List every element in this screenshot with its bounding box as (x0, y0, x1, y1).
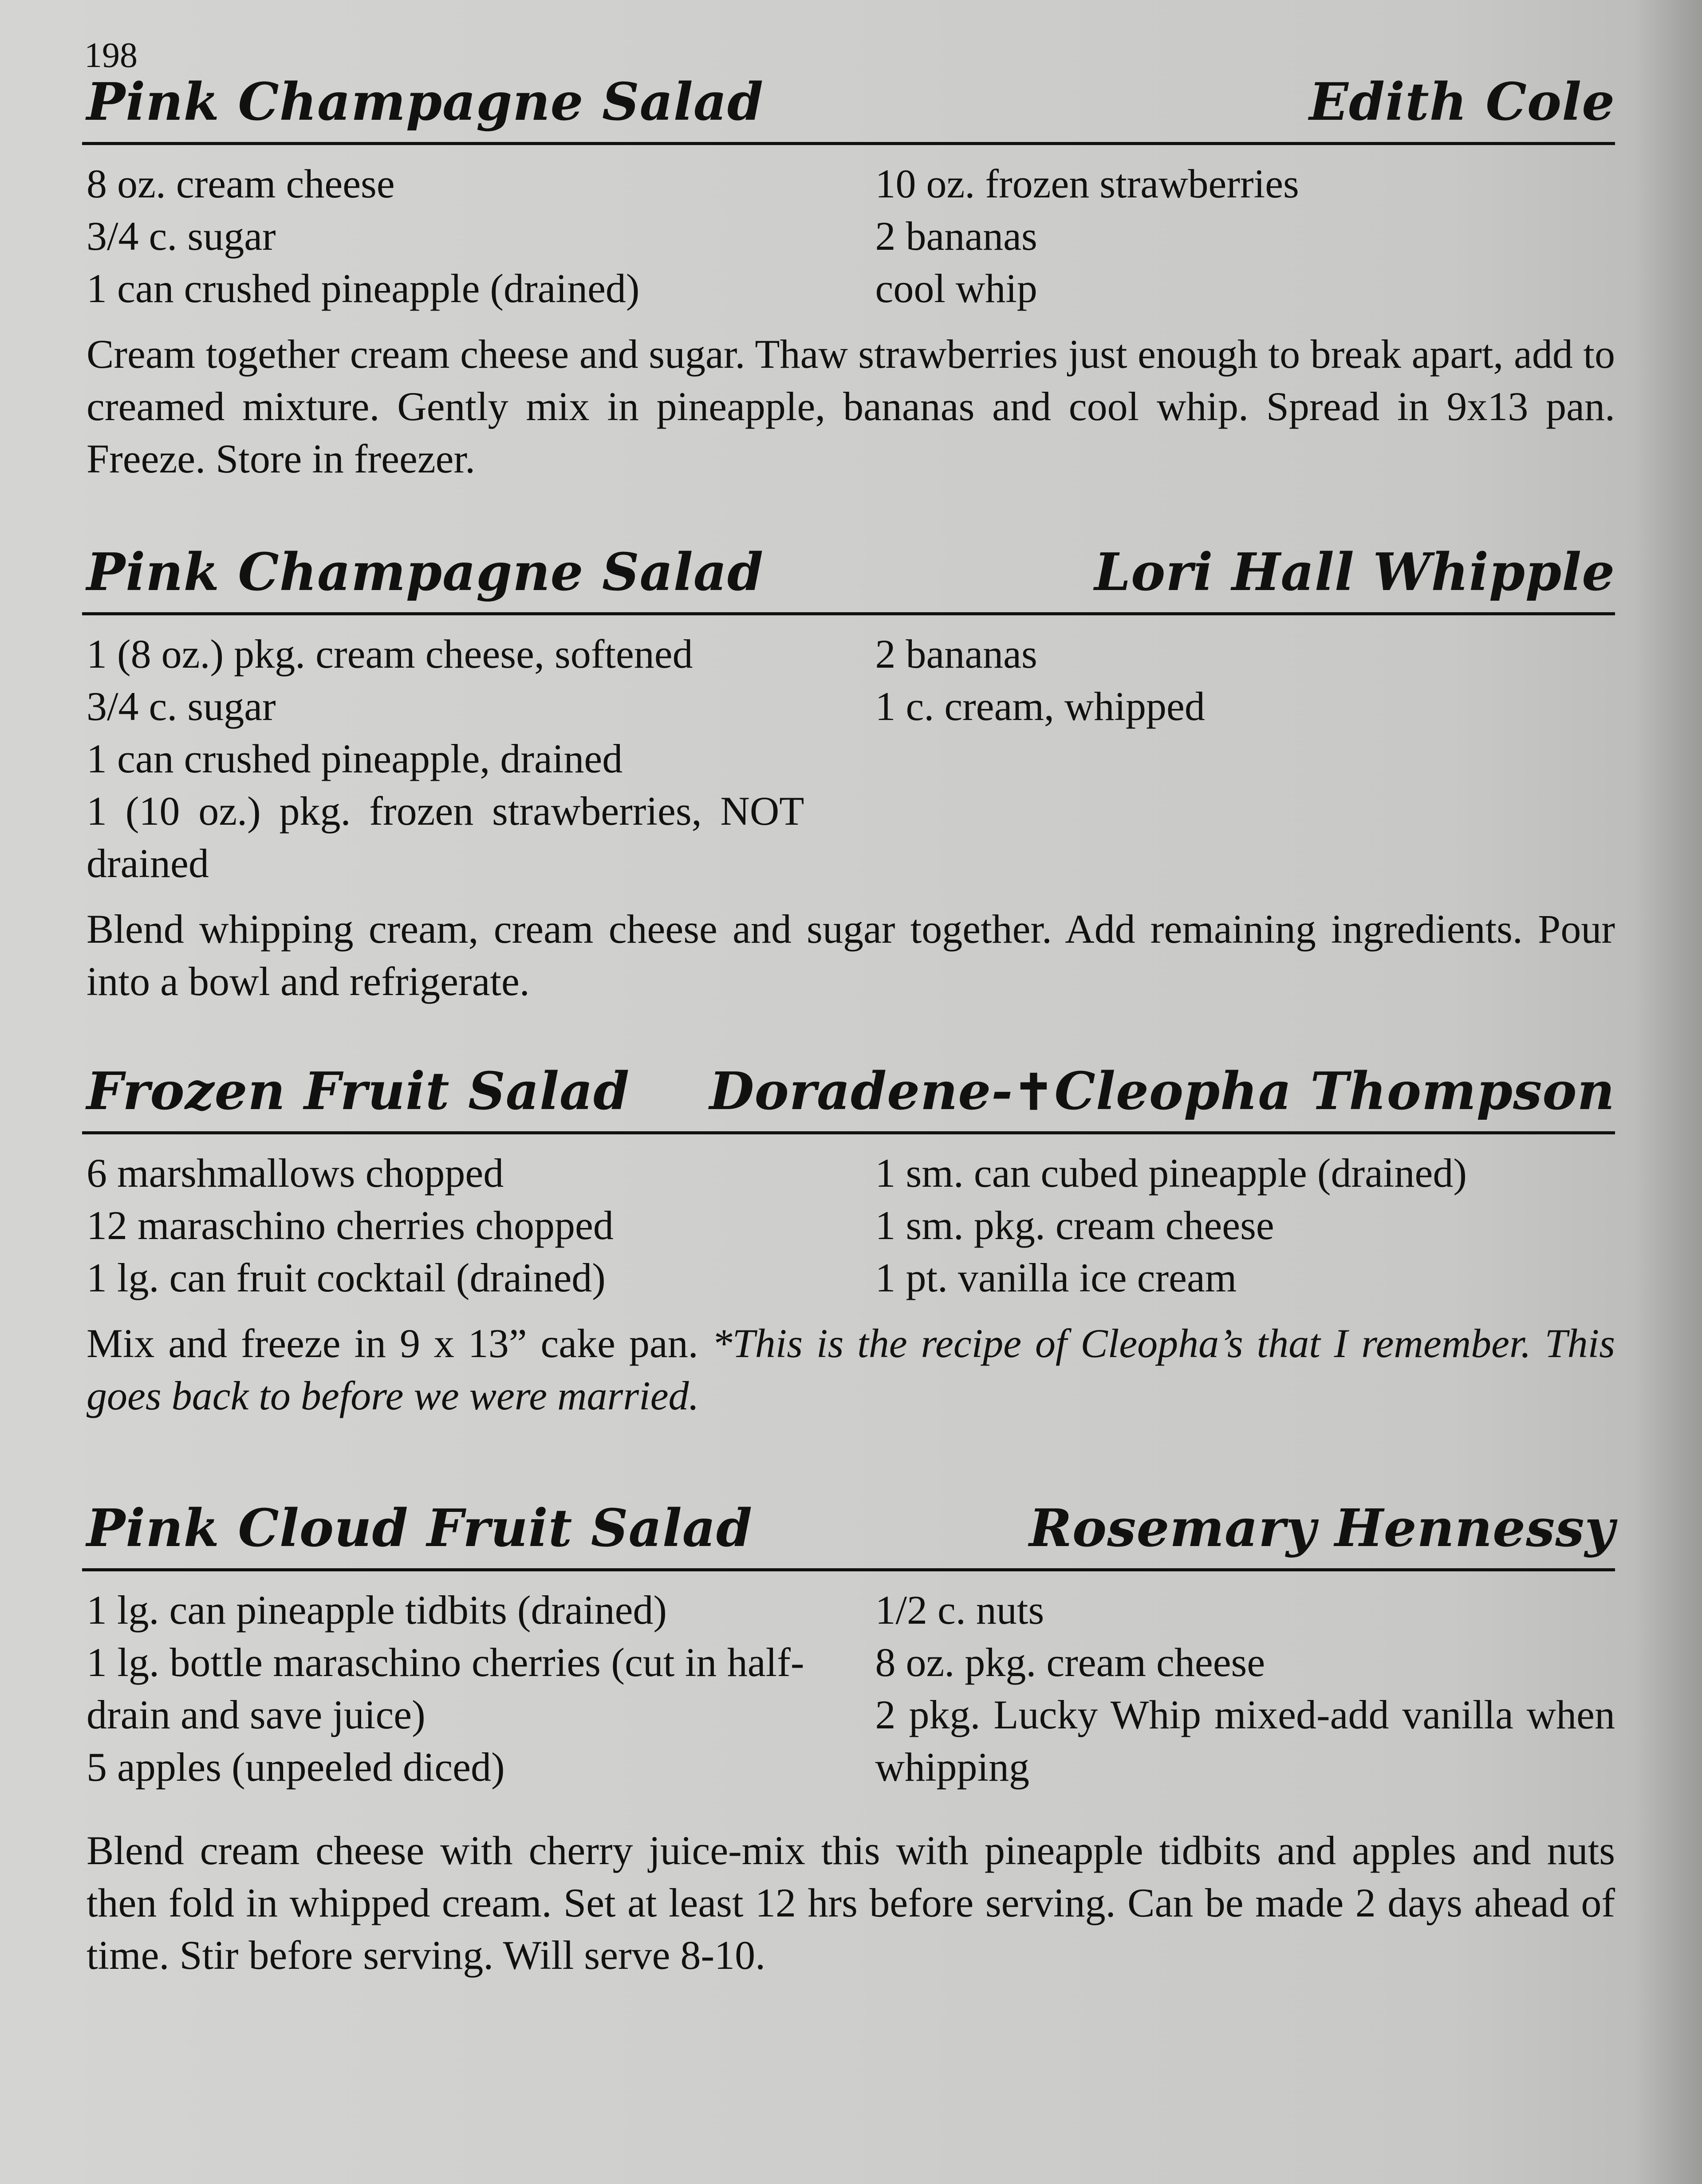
recipe-pink-champagne-salad-cole (82, 72, 1615, 485)
recipe-pink-cloud-fruit-salad (82, 1498, 1615, 1981)
ingredient: 6 marshmallows chopped (87, 1150, 504, 1196)
recipe-instructions: Cream together cream cheese and sugar. Thaw strawberries just enough to break apart, add to creamed mixture. Gently mix in pineapple, bananas and cool whip. Spread in 9x13 pan. Freeze. Store in freezer. (87, 331, 1615, 481)
ingredients-right-column (849, 1584, 1615, 1793)
ingredients-right-column (849, 628, 1615, 889)
ingredients-left-column (82, 628, 849, 889)
ingredient: 10 oz. frozen strawberries (875, 161, 1299, 206)
recipe-instructions (82, 1317, 1615, 1422)
ingredients-list (82, 628, 1615, 889)
recipe-author (709, 1061, 1615, 1122)
recipe-title: Frozen Fruit Salad (87, 1061, 630, 1122)
ingredient: 1 (8 oz.) pkg. cream cheese, softened (87, 631, 693, 677)
ingredient: 12 maraschino cherries chopped (87, 1203, 614, 1248)
ingredient: 8 oz. cream cheese (87, 161, 395, 206)
ingredient: 2 bananas (875, 631, 1037, 677)
ingredient: 2 pkg. Lucky Whip mixed-add vanilla when whipping (875, 1692, 1615, 1790)
recipe-author: Lori Hall Whipple (1094, 542, 1615, 602)
ingredient: 8 oz. pkg. cream cheese (875, 1640, 1265, 1685)
ingredient: 1 pt. vanilla ice cream (875, 1255, 1237, 1300)
recipe-author: Edith Cole (1309, 72, 1615, 132)
recipe-frozen-fruit-salad (82, 1061, 1615, 1422)
ingredients-left-column (82, 157, 849, 315)
recipe-pink-champagne-salad-whipple (82, 542, 1615, 1007)
recipe-note: *This is the recipe of Cleopha’s that I remember. This goes back to before we were married. (87, 1321, 1615, 1418)
recipe-header (82, 1498, 1615, 1571)
recipe-author: Rosemary Hennessy (1029, 1498, 1615, 1558)
recipe-author-rest: Cleopha Thompson (1054, 1061, 1615, 1122)
ingredient: 1 (10 oz.) pkg. frozen strawberries, NOT drained (87, 788, 804, 886)
recipe-instructions-text: Mix and freeze in 9 x 13” cake pan. (87, 1321, 698, 1366)
recipe-header (82, 72, 1615, 145)
ingredient: 2 bananas (875, 213, 1037, 259)
ingredient: 1 sm. can cubed pineapple (drained) (875, 1150, 1467, 1196)
ingredient: 1 can crushed pineapple, drained (87, 736, 623, 781)
cross-icon: ✝ (1013, 1063, 1055, 1121)
ingredients-list (82, 157, 1615, 315)
ingredient: 1 lg. can fruit cocktail (drained) (87, 1255, 606, 1300)
recipe-header (82, 1061, 1615, 1134)
ingredient: 1/2 c. nuts (875, 1587, 1044, 1633)
ingredient: 1 lg. can pineapple tidbits (drained) (87, 1587, 667, 1633)
ingredients-right-column (849, 157, 1615, 315)
recipe-title: Pink Champagne Salad (87, 72, 764, 132)
ingredient: 1 sm. pkg. cream cheese (875, 1203, 1274, 1248)
recipe-instructions: Blend whipping cream, cream cheese and sugar together. Add remaining ingredients. Pour into a bowl and refrigerate. (87, 906, 1615, 1004)
recipe-author-first: Doradene- (709, 1061, 1013, 1122)
recipe-title: Pink Champagne Salad (87, 542, 764, 602)
recipe-instructions: Blend cream cheese with cherry juice-mix this with pineapple tidbits and apples and nuts then fold in whipped cream. Set at least 12 hrs before serving. Can be made 2 days ahead of time. Stir before serving. Will serve 8-10. (87, 1828, 1615, 1978)
ingredient: cool whip (875, 266, 1037, 311)
recipe-header (82, 542, 1615, 615)
ingredient: 1 can crushed pineapple (drained) (87, 266, 640, 311)
ingredients-left-column (82, 1584, 849, 1793)
ingredient: 1 lg. bottle maraschino cherries (cut in half-drain and save juice) (87, 1640, 804, 1737)
ingredient: 5 apples (unpeeled diced) (87, 1744, 505, 1790)
ingredient: 3/4 c. sugar (87, 684, 276, 729)
ingredients-left-column (82, 1147, 849, 1304)
ingredient: 3/4 c. sugar (87, 213, 276, 259)
ingredients-list (82, 1147, 1615, 1304)
ingredient: 1 c. cream, whipped (875, 684, 1205, 729)
ingredients-list (82, 1584, 1615, 1793)
recipe-title: Pink Cloud Fruit Salad (87, 1498, 753, 1558)
page-number: 198 (84, 36, 138, 75)
ingredients-right-column (849, 1147, 1615, 1304)
